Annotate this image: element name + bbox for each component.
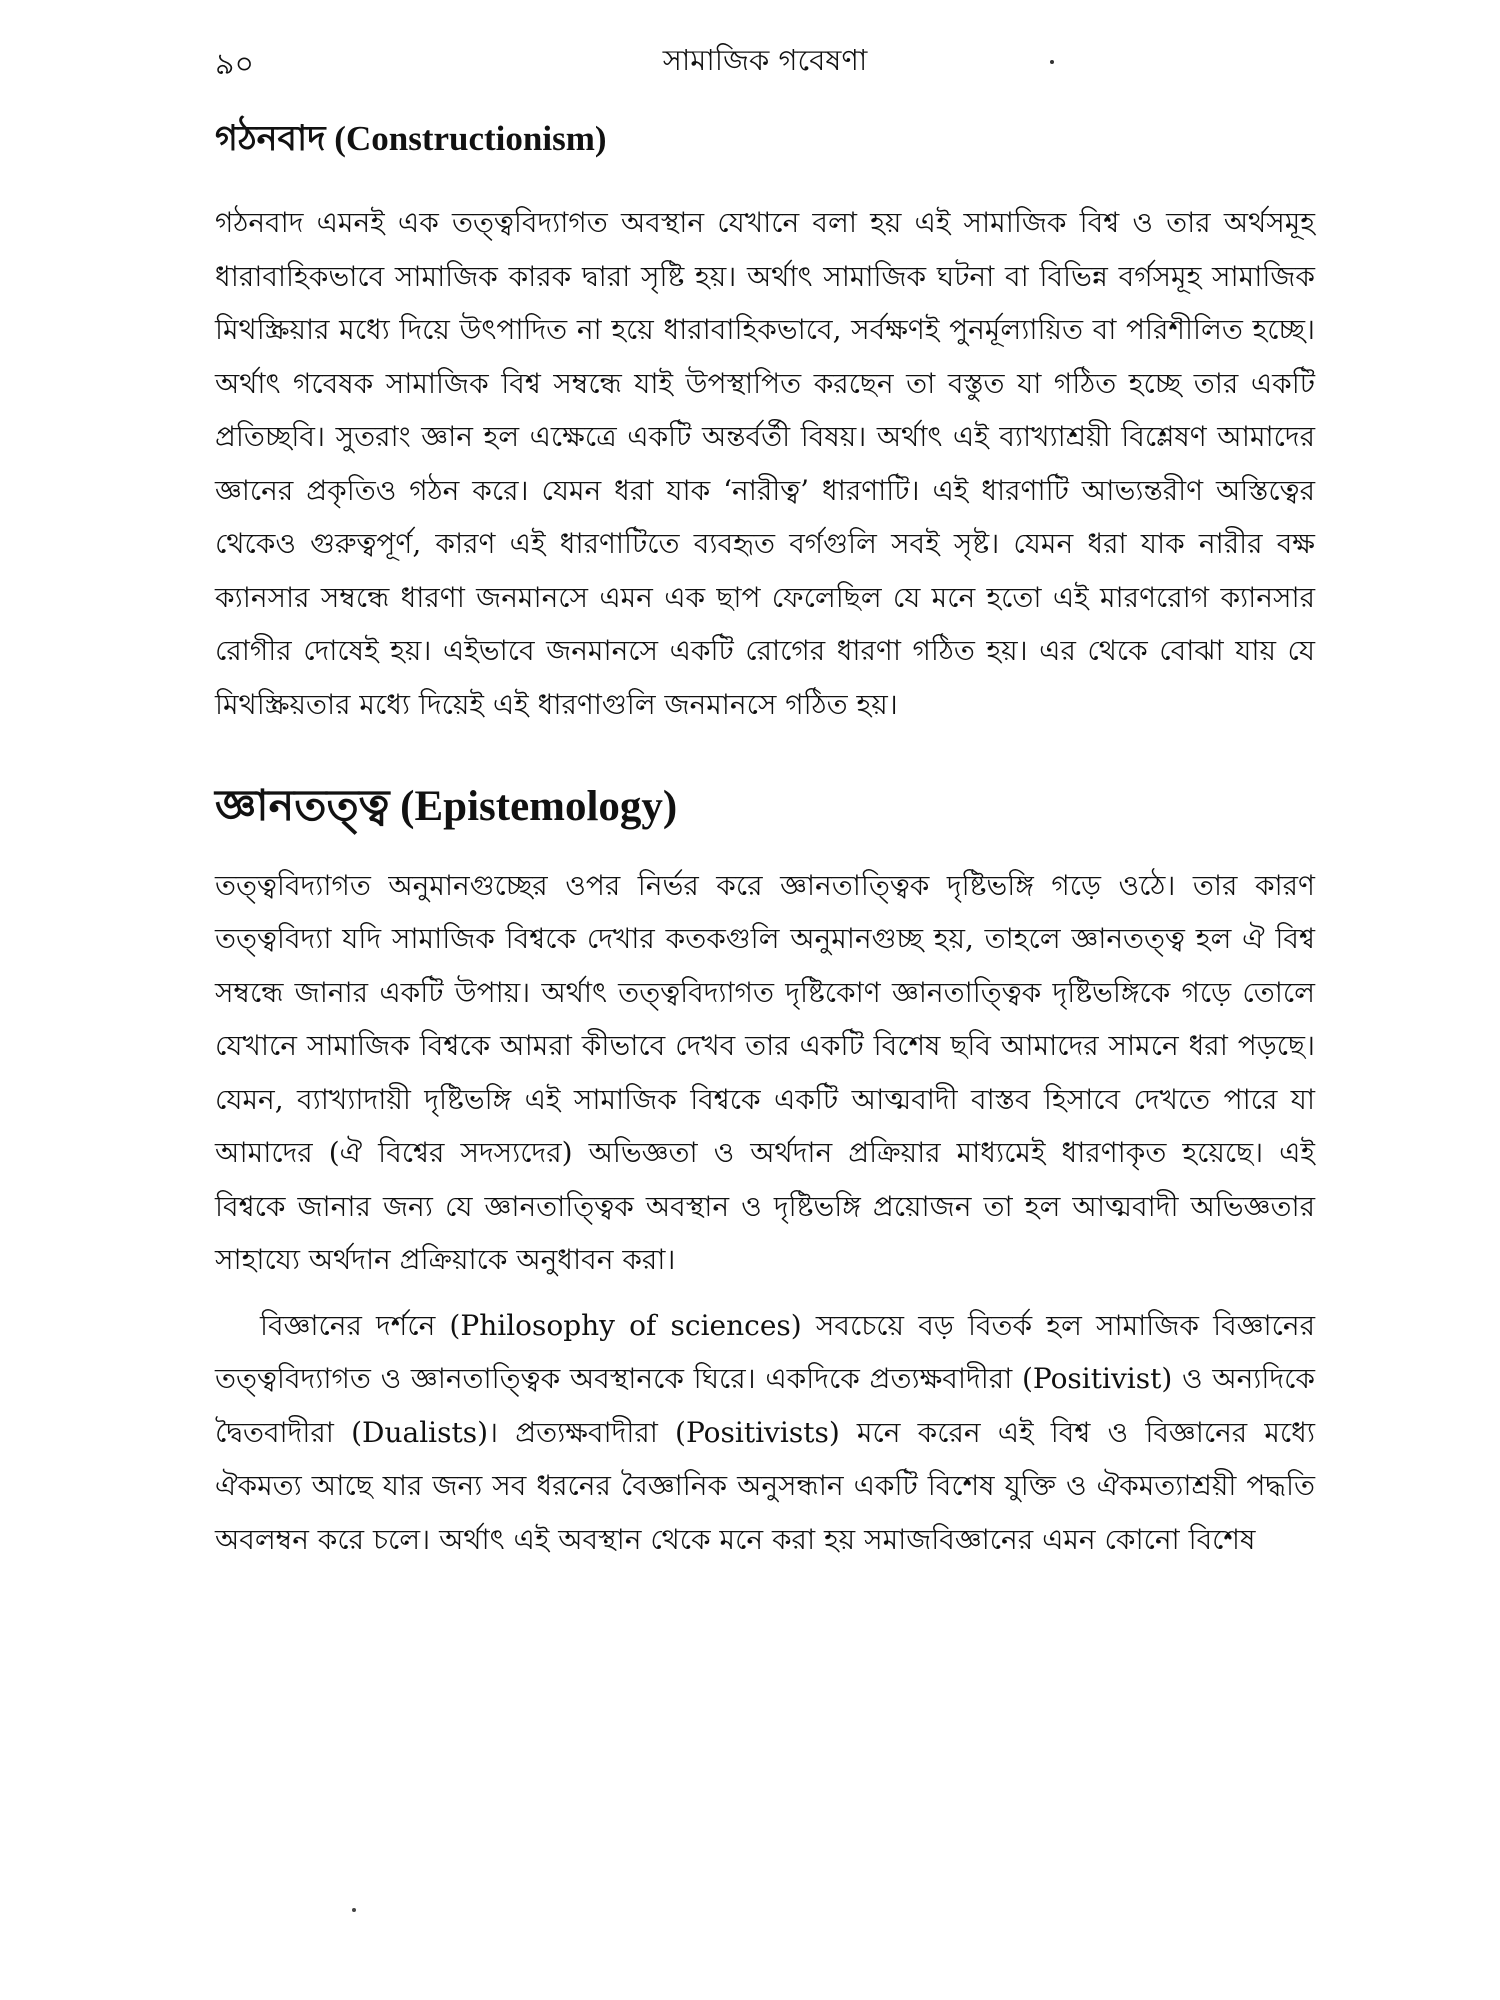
section-constructionism: [215, 118, 1315, 731]
paragraph-constructionism: গঠনবাদ এমনই এক তত্ত্ববিদ্যাগত অবস্থান যেখানে বলা হয় এই সামাজিক বিশ্ব ও তার অর্থসমূহ ধারাবাহিকভাবে সামাজিক কারক দ্বারা সৃষ্টি হয়। অর্থাৎ সামাজিক ঘটনা বা বিভিন্ন বর্গসমূহ সামাজিক মিথস্ক্রিয়ার মধ্যে দিয়ে উৎপাদিত না হয়ে ধারাবাহিকভাবে, সর্বক্ষণই পুনর্মূল্যায়িত বা পরিশীলিত হচ্ছে। অর্থাৎ গবেষক সামাজিক বিশ্ব সম্বন্ধে যাই উপস্থাপিত করছেন তা বস্তুত যা গঠিত হচ্ছে তার একটি প্রতিচ্ছবি। সুতরাং জ্ঞান হল এক্ষেত্রে একটি অন্তর্বর্তী বিষয়। অর্থাৎ এই ব্যাখ্যাশ্রয়ী বিশ্লেষণ আমাদের জ্ঞানের প্রকৃতিও গঠন করে। যেমন ধরা যাক ‘নারীত্ব’ ধারণাটি। এই ধারণাটি আভ্যন্তরীণ অস্তিত্বের থেকেও গুরুত্বপূর্ণ, কারণ এই ধারণাটিতে ব্যবহৃত বর্গগুলি সবই সৃষ্ট। যেমন ধরা যাক নারীর বক্ষ ক্যানসার সম্বন্ধে ধারণা জনমানসে এমন এক ছাপ ফেলেছিল যে মনে হতো এই মারণরোগ ক্যানসার রোগীর দোষেই হয়। এইভাবে জনমানসে একটি রোগের ধারণা গঠিত হয়। এর থেকে বোঝা যায় যে মিথস্ক্রিয়তার মধ্যে দিয়েই এই ধারণাগুলি জনমানসে গঠিত হয়।: [215, 206, 1315, 721]
page-number: ৯০: [215, 47, 254, 82]
running-head: [215, 38, 1315, 88]
section-epistemology: [215, 781, 1315, 1566]
paragraph-epistemology-2: বিজ্ঞানের দর্শনে (Philosophy of sciences) সবচেয়ে বড় বিতর্ক হল সামাজিক বিজ্ঞানের তত্ত্ববিদ্যাগত ও জ্ঞানতাত্ত্বিক অবস্থানকে ঘিরে। একদিকে প্রত্যক্ষবাদীরা (Positivist) ও অন্যদিকে দ্বৈতবাদীরা (Dualists)। প্রত্যক্ষবাদীরা (Positivists) মনে করেন এই বিশ্ব ও বিজ্ঞানের মধ্যে ঐকমত্য আছে যার জন্য সব ধরনের বৈজ্ঞানিক অনুসন্ধান একটি বিশেষ যুক্তি ও ঐকমত্যাশ্রয়ী পদ্ধতি অবলম্বন করে চলে। অর্থাৎ এই অবস্থান থেকে মনে করা হয় সমাজবিজ্ঞানের এমন কোনো বিশেষ: [215, 1308, 1315, 1556]
page-content: [215, 118, 1315, 1566]
print-speck: [1050, 60, 1054, 64]
running-title: সামাজিক গবেষণা: [662, 43, 868, 77]
section-heading-epistemology: জ্ঞানতত্ত্ব (Epistemology): [215, 783, 678, 830]
paragraph-epistemology-1: তত্ত্ববিদ্যাগত অনুমানগুচ্ছের ওপর নির্ভর করে জ্ঞানতাত্ত্বিক দৃষ্টিভঙ্গি গড়ে ওঠে। তার কারণ তত্ত্ববিদ্যা যদি সামাজিক বিশ্বকে দেখার কতকগুলি অনুমানগুচ্ছ হয়, তাহলে জ্ঞানতত্ত্ব হল ঐ বিশ্ব সম্বন্ধে জানার একটি উপায়। অর্থাৎ তত্ত্ববিদ্যাগত দৃষ্টিকোণ জ্ঞানতাত্ত্বিক দৃষ্টিভঙ্গিকে গড়ে তোলে যেখানে সামাজিক বিশ্বকে আমরা কীভাবে দেখব তার একটি বিশেষ ছবি আমাদের সামনে ধরা পড়ছে। যেমন, ব্যাখ্যাদায়ী দৃষ্টিভঙ্গি এই সামাজিক বিশ্বকে একটি আত্মবাদী বাস্তব হিসাবে দেখতে পারে যা আমাদের (ঐ বিশ্বের সদস্যদের) অভিজ্ঞতা ও অর্থদান প্রক্রিয়ার মাধ্যমেই ধারণাকৃত হয়েছে। এই বিশ্বকে জানার জন্য যে জ্ঞানতাত্ত্বিক অবস্থান ও দৃষ্টিভঙ্গি প্রয়োজন তা হল আত্মবাদী অভিজ্ঞতার সাহায্যে অর্থদান প্রক্রিয়াকে অনুধাবন করা।: [215, 868, 1315, 1277]
section-heading-constructionism: গঠনবাদ (Constructionism): [215, 119, 607, 158]
print-speck-bottom: [352, 1908, 356, 1912]
